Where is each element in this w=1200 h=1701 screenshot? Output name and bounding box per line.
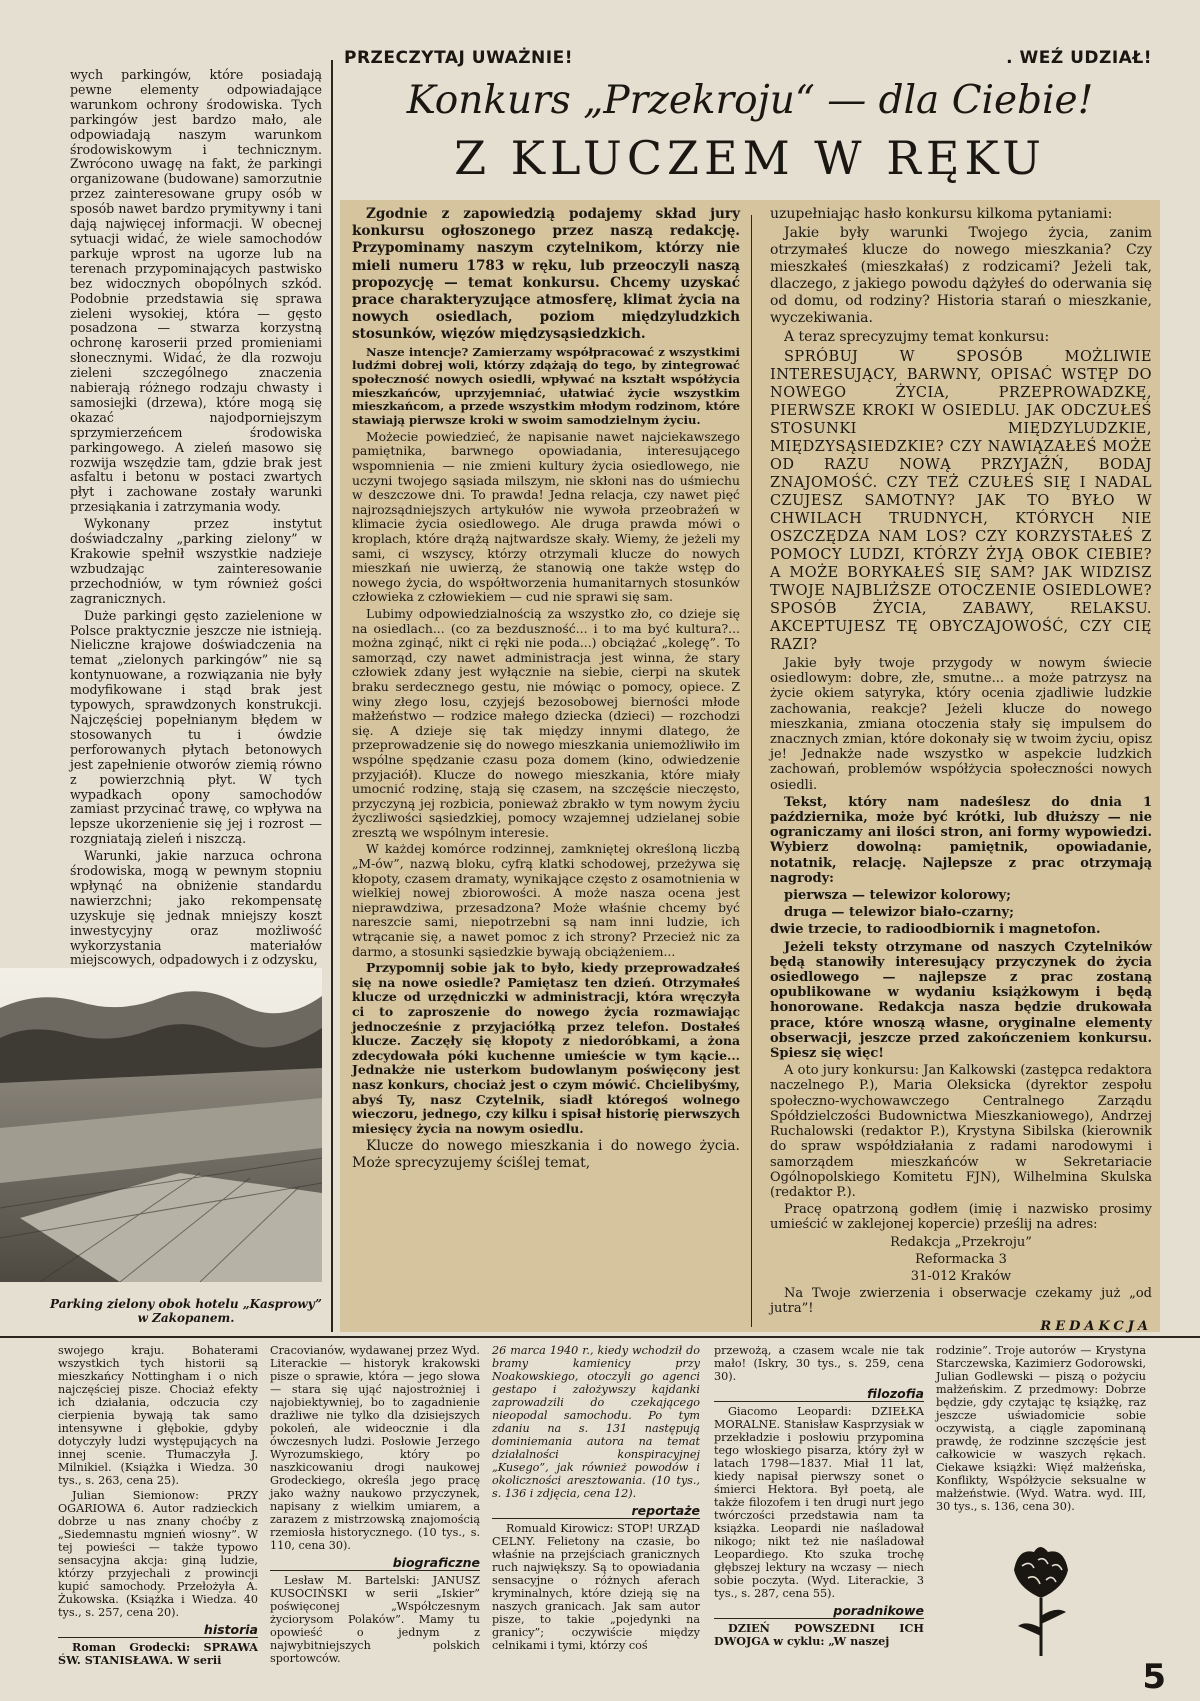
review-text: Cracovianów, wydawanej przez Wyd. Literackie — historyk krakowski pisze o sprawie, która — jego słowa — stara się ująć najostrożniej i najobiektywniej, bo to zagadnienie drażliwe nie tylko dla dzisiejszych pokoleń, ale wideocznie i dla ówczesnych ludzi. Posłowie Jerzego Wyrozumskiego, który po naszkicowaniu drogi naukowej Grodeckiego, określa jego pracę jako ważny naukowo przyczynek, napisany z wielkim umiarem, a zarazem z mistrzowską znajomością rzemiosła historycznego. (10 tys., s. 110, cena 30). — [270, 1344, 480, 1552]
contest-theme-caps: SPRÓBUJ W SPOSÓB MOŻLIWIE INTERESUJĄCY, BARWNY, OPISAĆ WSTĘP DO NOWEGO ŻYCIA, PRZEPROWADZKĘ, PIERWSZE KROKI W OSIEDLU. JAK ODCZUŁEŚ STOSUNKI MIĘDZYLUDZKIE, MIĘDZYSĄSIEDZKIE? CZY NAWIĄZAŁEŚ MOŻE OD RAZU NOWĄ PRZYJAŹŃ, BODAJ ZNAJOMOŚĆ. CZY TEŻ CZUŁEŚ SIĘ I NADAL CZUJESZ SAMOTNY? JAK TO BYŁO W CHWILACH TRUDNYCH, KTÓRYCH NIE OSZCZĘDZA NAM LOS? CZY KORZYSTAŁEŚ Z POMOCY LUDZI, KTÓRZY ŻYJĄ OBOK CIEBIE? A MOŻE BORYKAŁEŚ SIĘ SAM? JAK WIDZISZ TWOJE NAJBLIŻSZE OTOCZENIE OSIEDLOWE? SPOSÓB ŻYCIA, ZABAWY, RELAKSU. AKCEPTUJESZ TĘ OBYCZAJOWOŚĆ, CZY CIĘ RAZI? — [770, 349, 1152, 653]
prize-third: dwie trzecie, to radioodbiornik i magnetofon. — [770, 922, 1101, 938]
contest-middle-column — [352, 206, 740, 1174]
review-column-4 — [714, 1344, 924, 1650]
review-text: Romuald Kirowicz: STOP! URZĄD CELNY. Felietony na czasie, bo właśnie na przejściach granicznych ruch największy. Są to opowiadania sensacyjne o różnych aferach kryminalnych, które dzieją się na naszych granicach. Jak sam autor pisze, to takie „pojedynki na granicy”; oczywiście między celnikami i tymi, którzy coś — [492, 1522, 700, 1652]
signature-redakcja: REDAKCJA — [1040, 1318, 1152, 1334]
review-text: Roman Grodecki: SPRAWA ŚW. STANISŁAWA. W serii — [58, 1640, 258, 1667]
review-text: Giacomo Leopardi: DZIEŁKA MORALNE. Stanisław Kasprzysiak w przekładzie i posłowiu przypomina tego włoskiego pisarza, który żył w latach 1798—1837. Miał 11 lat, kiedy napisał pierwszy sonet o śmierci Hektora. Był poetą, ale także filozofem i ten drugi nurt jego twórczości przedstawia nam ta książka. Leopardi nie naśladował nikogo; nikt też nie naśladował Leopardiego. Kto szuka trochę głębszej lektury na wczasy — niech sobie poczyta. (Wyd. Literackie, 3 tys., s. 287, cena 55). — [714, 1405, 924, 1600]
middle-paragraph-3: W każdej komórce rodzinnej, zamkniętej określoną liczbą „M-ów”, nazwą bloku, cyfrą klatki schodowej, przeżywa się kłopoty, czasem dramaty, wynikające często z osamotnienia w wielkiej nowej zbiorowości. A może nasza ocena jest nieprawdziwa, przesadzona? Może właśnie chcemy być nareszcie sami, niepotrzebni są nam inni ludzie, ich wtrącanie się, a nawet pomoc z ich strony? Przecież nic za darmo, a stosunki sąsiedzkie bywają obciążeniem... — [352, 841, 740, 959]
prize-first: pierwsza — telewizor kolorowy; — [784, 888, 1011, 904]
section-heading-guides: poradnikowe — [714, 1604, 924, 1619]
jury-list: A oto jury konkursu: Jan Kalkowski (zastępca redaktora naczelnego P.), Maria Oleksicka (dyrektor zespołu społeczno-wychowawczego Centralnego Zarządu Spółdzielczości Budownictwa Mieszkaniowego), Andrzej Ruchalowski (redaktor P.), Krystyna Sibilska (kierownik do spraw współdziałania z radami narodowymi i samorządem mieszkańców w Sekretariacie Ogólnopolskiego Komitetu FJN), Wilhelmina Skulska (redaktor P.). — [770, 1063, 1152, 1200]
address-line-3: 31-012 Kraków — [910, 1268, 1012, 1284]
contest-intentions: Nasze intencje? Zamierzamy współpracować z wszystkimi ludźmi dobrej woli, którzy zdążają do tego, by zintegrować społeczność nowych osiedli, wpływać na kształt współżycia mieszkańców, uprzyjemniać, ułatwiać życie wszystkim mieszkańcom, a przede wszystkim młodym rodzinom, które stawiają pierwsze kroki w swoim samodzielnym życiu. — [352, 344, 740, 428]
address-line-2: Reformacka 3 — [915, 1251, 1007, 1267]
right-paragraph-3: A teraz sprecyzujmy temat konkursu: — [784, 329, 1050, 345]
middle-paragraph-2: Lubimy odpowiedzialnością za wszystko zło, co dzieje się na osiedlach... (co za bezduszność... i to ma być kultura?... można zginąć, nikt ci ręki nie poda...) obciążać „kolegę”. To samorząd, czy nawet administracja jest winna, że stary człowiek zdany jest wyłącznie na siebie, cierpi na skutek braku serdecznego gestu, nie mówiąc o pomocy, opiece. Z winy złego losu, czyjejś bezosobowej bierności młode małżeństwo — rodzice małego dziecka (dzieci) — rozchodzi się. A dzieje się tak między innymi dlatego, że przeprowadzenie się do nowego mieszkania uniemożliwiło im wspólne spędzanie czasu poza domem (kino, odwiedzenie przyjaciół). Klucze do nowego mieszkania, które miały umocnić rodzinę, stają się czasem, na szczęście nieczęsto, przyczyną jej rozbicia, ponieważ zbrakło w tym nowym życiu życzliwości sąsiedzkiej, pomocy wzajemnej udzielanej sobie zresztą we wspólnym interesie. — [352, 605, 740, 840]
middle-paragraph-1: Możecie powiedzieć, że napisanie nawet najciekawszego pamiętnika, barwnego opowiadania, interesującego wspomnienia — nie zmieni kultury życia osiedlowego, nie uczyni twojego sąsiada milszym, nie skłoni nas do uśmiechu w deszczowe dni. To prawda! Jedna relacja, czy nawet pięć najrozsądniejszych artykułów nie wywoła przeobrażeń w klimacie życia osiedlowego. Ale druga prawda mówi o kroplach, które drążą najtwardsze skały. Wiemy, że jeżeli my sami, ci wszyscy, którzy otrzymali klucze do nowych mieszkań nie uwierzą, że stanowią one także wstęp do nowego życia, do współtworzenia humanitarnych stosunków człowieka z człowiekiem — cud nie sprawi się sam. — [352, 428, 740, 605]
right-paragraph-2: Jakie były warunki Twojego życia, zanim otrzymałeś klucze do nowego mieszkania? Czy mieszkałeś (mieszkałaś) z rodzicami? Jeżeli tak, dlaczego, z jakiego powodu dążyłeś do oderwania się od domu, od rodziny? Historia starań o mieszkanie, wyczekiwania. — [770, 225, 1152, 326]
review-text: DZIEŃ POWSZEDNI ICH DWOJGA w cyklu: „W naszej — [714, 1621, 924, 1648]
review-text: 26 marca 1940 r., kiedy wchodził do bramy kamienicy przy Noakowskiego, otoczyli go agenci gestapo i założywszy kajdanki zaprowadzili do czekającego nieopodal samochodu. Po tym zdaniu na s. 131 następują dominiemania autora na temat działalności konspiracyjnej „Kusego”, jak również powodów i okoliczności aresztowania. (10 tys., s. 136 i zdjęcia, cena 12). — [492, 1344, 700, 1500]
review-column-1 — [58, 1344, 258, 1669]
contest-lead: Zgodnie z zapowiedzią podajemy skład jury konkursu ogłoszonego przez naszą redakcję. Przypominamy naszym czytelnikom, którzy nie mieli numeru 1783 w ręku, lub przeoczyli naszą propozycję — temat konkursu. Chcemy uzyskać prace charakteryzujące atmosferę, klimat życia na nowych osiedlach, poziom międzyludzkich stosunków, więzów międzysąsiedzkich. — [352, 206, 740, 343]
right-paragraph-9: Na Twoje zwierzenia i obserwacje czekamy już „od jutra”! — [770, 1286, 1152, 1317]
section-heading-history: historia — [58, 1623, 258, 1638]
left-paragraph-1: wych parkingów, które posiadają pewne elementy odpowiadające warunkom ochrony środowiska. Tych parkingów jest bardzo mało, ale odpowiadają naszym warunkom środowiskowym i technicznym. Zwrócono uwagę na fakt, że parkingi organizowane (budowane) samorzutnie przez zainteresowane grupy osób w sposób nawet bardzo prymitywny i tani dają najwięcej informacji. W obecnej sytuacji widać, że wiele samochodów parkuje wprost na ugorze lub na terenach przypominających pastwisko bez widocznych obopólnych szkód. Podobnie przedstawia się sprawa zieleni wysokiej, która — gęsto posadzona — stwarza korzystną ochronę karoserii przed promieniami słonecznymi. Widać, że dla rozwoju zieleni szczególnego znaczenia nabierają różnego rodzaju chwasty i samosiejki (drzewa), które mogą się okazać najodporniejszym sprzymierzeńcem środowiska parkingowego. A zieleń masowo się rozwija wszędzie tam, gdzie brak jest asfaltu i betonu w postaci zwartych płyt i zachowane zostały warunki przesiąkania i zatrzymania wody. — [70, 67, 322, 515]
left-paragraph-3: Duże parkingi gęsto zazielenione w Polsce praktycznie jeszcze nie istnieją. Nieliczne krajowe doświadczenia na temat „zielonych parkingów” nie są kontynuowane, a rozwiązania nie były modyfikowane i stąd brak jest typowych, sprawdzonych konstrukcji. Najczęściej popełnianym błędem w stosowanych tu i ówdzie perforowanych płytach betonowych jest zapełnienie otworów ziemią równo z powierzchnią płyt. W tych wypadkach opony samochodów zamiast przycinać trawę, co wpływa na lepsze ukorzenienie się jej i rozrost — rozgniatają zieleń i niszczą. — [70, 607, 322, 847]
prize-second: druga — telewizor biało-czarny; — [784, 905, 1014, 921]
carnation-icon — [1004, 1540, 1078, 1658]
right-paragraph-5: Tekst, który nam nadeślesz do dnia 1 października, może być krótki, lub dłuższy — nie ograniczamy ani ilości stron, ani formy wypowiedzi. Wybierz dowolną: pamiętnik, opowiadanie, notatnik, relację. Najlepsze z prac otrzymają nagrody: — [770, 794, 1152, 886]
section-heading-philosophy: filozofia — [714, 1387, 924, 1402]
review-column-5 — [936, 1344, 1146, 1515]
header-read-carefully: PRZECZYTAJ UWAŻNIE! — [344, 48, 573, 68]
review-text: Julian Siemionow: PRZY OGARIOWA 6. Autor radzieckich dobrze u nas znany choćby z „Siedemnastu mgnień wiosny”. W tej powieści — także typowo sensacyjna akcja: giną ludzie, którzy przyjechali z prowincji kupić samochody. Przełożyła A. Żukowska. (Książka i Wiedza. 40 tys., s. 257, cena 20). — [58, 1489, 258, 1619]
review-text: rodzinie”. Troje autorów — Krystyna Starczewska, Kazimierz Godorowski, Julian Godlewski — piszą o pożyciu małżeńskim. Z przedmowy: Dobrze będzie, gdy czytając tę książkę, raz jeszcze uświadomicie sobie oczywistą, a ciągle zapominaną prawdę, że rodzinne szczęście jest całkowicie w waszych rękach. Ciekawe książki: Więź małżeńska, Konflikty, Współżycie seksualne w małżeństwie. (Wyd. Watra. wyd. III, 30 tys., s. 136, cena 30). — [936, 1344, 1146, 1513]
contest-title-italic: Konkurs „Przekroju“ — dla Ciebie! — [406, 78, 1094, 123]
section-rule — [0, 1336, 1200, 1338]
middle-paragraph-4: Przypomnij sobie jak to było, kiedy przeprowadzałeś się na nowe osiedle? Pamiętasz ten dzień. Otrzymałeś klucze od urzędniczki w administracji, która wręczyła ci to zaproszenie do nowego życia rozmawiając jednocześnie z przyjaciółką przez telefon. Dostałeś klucze. Zaczęły się kłopoty z niedoróbkami, a żona zdecydowała póki kuchenne umieście w tym kącie... Jednakże nie usterkom budowlanym poświęcony jest nasz konkurs, chociaż jest o czym mówić. Chcielibyśmy, abyś Ty, nasz Czytelnik, siadł któregoś wolnego wieczoru, jednego, czy kilku i spisał historię pierwszych miesięcy życia na nowym osiedlu. — [352, 960, 740, 1136]
header-take-part: . WEŹ UDZIAŁ! — [1006, 48, 1152, 68]
section-heading-biographical: biograficzne — [270, 1556, 480, 1571]
review-text: swojego kraju. Bohaterami wszystkich tych historii są mieszkańcy Nottingham i o nich najczęściej pisze. Chociaż efekty ich działania, odczucia czy cierpienia bywają tak samo intensywne i głębokie, gdyby dotyczyły ludzi występujących na innej scenie. Tłumaczyła J. Milnikiel. (Książka i Wiedza. 30 tys., s. 263, cena 25). — [58, 1344, 258, 1487]
review-column-2 — [270, 1344, 480, 1667]
review-column-3 — [492, 1344, 700, 1654]
left-article — [70, 68, 322, 970]
column-rule-right — [751, 215, 752, 1327]
review-text: przewożą, a czasem wcale nie tak mało! (Iskry, 30 tys., s. 259, cena 30). — [714, 1344, 924, 1383]
right-paragraph-8: Pracę opatrzoną godłem (imię i nazwisko prosimy umieścić w zaklejonej kopercie) prześlij na adres: — [770, 1202, 1152, 1233]
section-heading-reportage: reportaże — [492, 1504, 700, 1519]
parking-photo — [0, 968, 322, 1282]
right-paragraph-1: uzupełniając hasło konkursu kilkoma pytaniami: — [770, 206, 1113, 222]
column-rule-left — [331, 60, 333, 1332]
contest-right-column — [770, 206, 1152, 1336]
contest-title-main: Z KLUCZEM W RĘKU — [454, 131, 1046, 185]
review-text: Lesław M. Bartelski: JANUSZ KUSOCIŃSKI w serii „Iskier” poświęconej „Współczesnym życiorysom Polaków”. Mamy tu opowieść o jednym z najwybitniejszych polskich sportowców. — [270, 1574, 480, 1665]
left-paragraph-2: Wykonany przez instytut doświadczalny „parking zielony” w Krakowie spełnił wszystkie nadzieje wzbudzając zainteresowanie przechodniów, w tym również gości zagranicznych. — [70, 516, 322, 606]
right-paragraph-6: Jeżeli teksty otrzymane od naszych Czytelników będą stanowiły interesujący przyczynek do życia osiedlowego — najlepsze z prac zostaną opublikowane w wydaniu książkowym i będą honorowane. Redakcja nasza będzie drukowała prace, które wnoszą własne, oryginalne elementy obserwacji, jeszcze przed zakończeniem konkursu. Spiesz się więc! — [770, 939, 1152, 1062]
right-paragraph-4: Jakie były twoje przygody w nowym świecie osiedlowym: dobre, złe, smutne... a może patrzysz na życie okiem satyryka, który ocenia zjadliwie ludzkie zachowania, reakcje? Jeżeli klucze do nowego mieszkania, zmiana otoczenia stały się impulsem do znacznych zmian, które dokonały się w twoim życiu, opisz je! Jednakże nade wszystko w aspekcie ludzkich zachowań, problemów współżycia społeczności nowych osiedli. — [770, 656, 1152, 793]
left-paragraph-4: Warunki, jakie narzuca ochrona środowiska, mogą w pewnym stopniu wpłynąć na obniżenie standardu nawierzchni; jako rekompensatę uzyskuje się jednak mniejszy koszt inwestycyjny oraz możliwość wykorzystania materiałów miejscowych, odpadowych i z odzysku, — [70, 848, 322, 968]
address-line-1: Redakcja „Przekroju” — [890, 1234, 1032, 1250]
photo-caption: Parking zielony obok hotelu „Kasprowy” w Zakopanem. — [50, 1297, 322, 1325]
page-number: 5 — [1142, 1657, 1166, 1697]
middle-paragraph-5: Klucze do nowego mieszkania i do nowego życia. Może sprecyzujemy ściślej temat, — [352, 1138, 740, 1172]
